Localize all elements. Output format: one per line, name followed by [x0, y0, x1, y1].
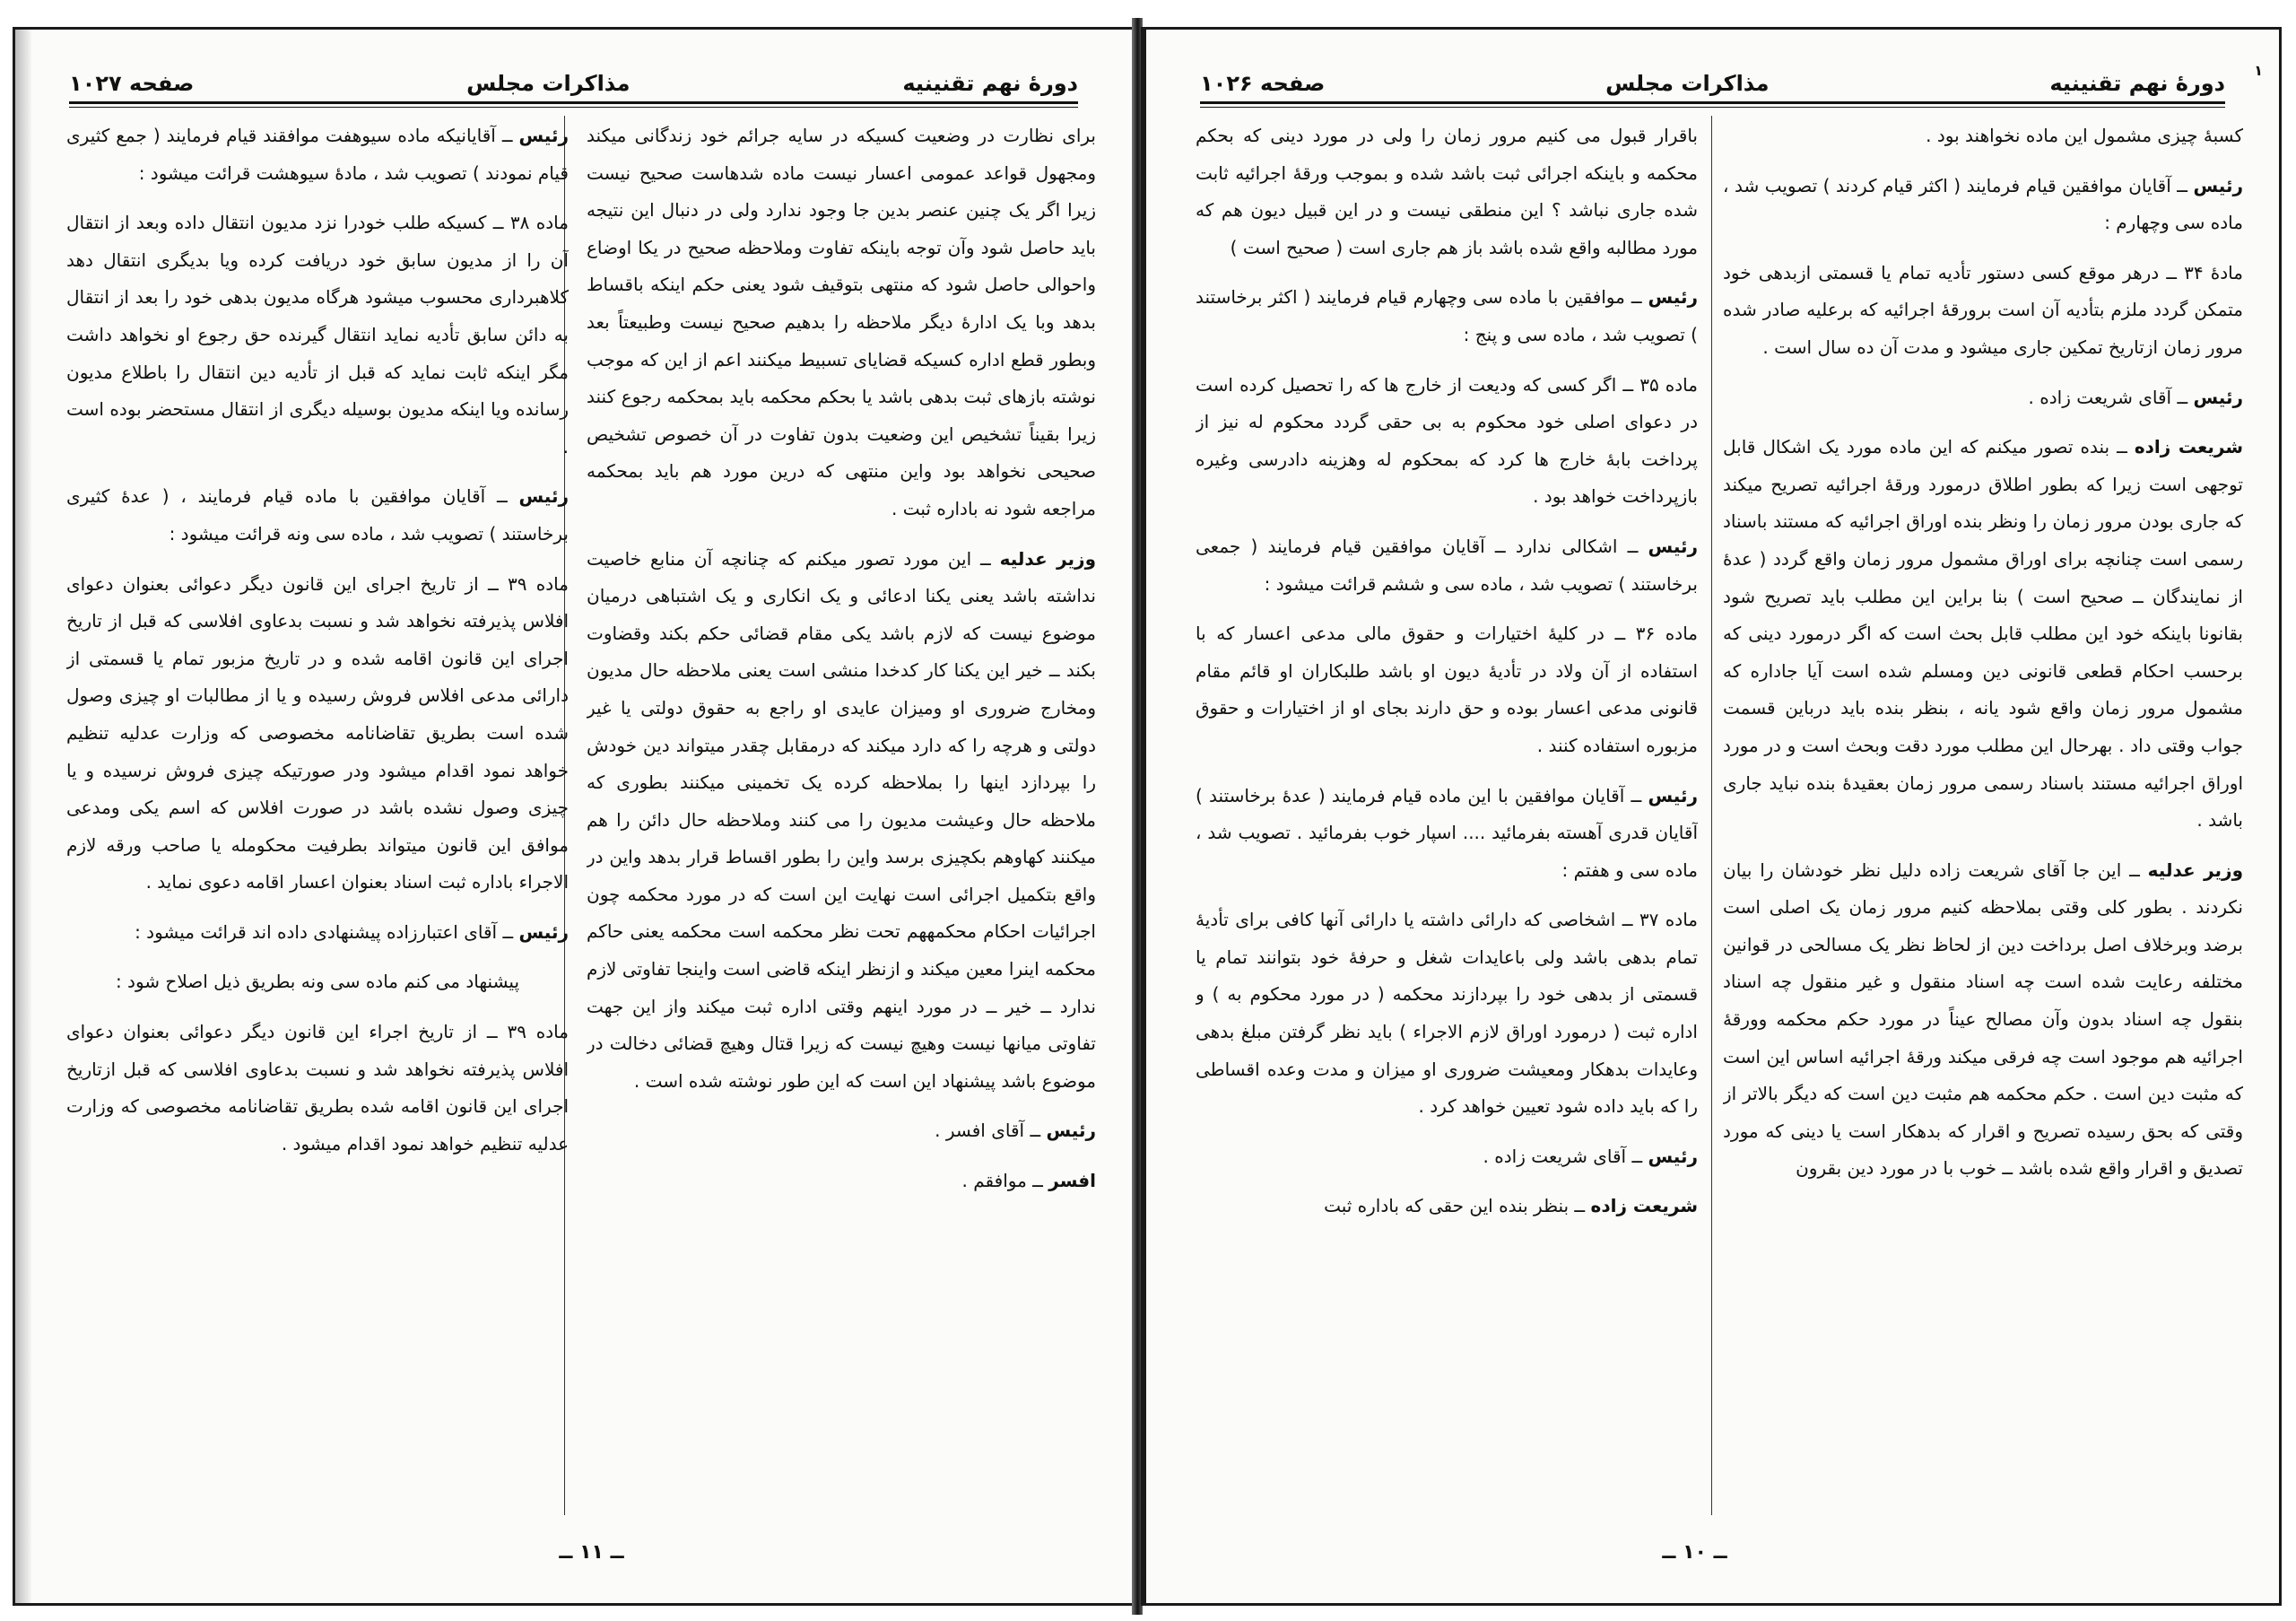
paragraph [1196, 118, 1698, 266]
speaker-name: رئیس [1648, 535, 1698, 557]
paragraph-text: موافقم . [961, 1170, 1027, 1192]
speaker-separator: ــ [495, 125, 519, 146]
paragraph-text: ماده ۳۵ ــ اگر کسی که ودیعت از خارج ها که را تحصیل کرده است در دعوای اصلی خود محکوم به بی حقی گردد محکوم له نیز از پرداخت بابهٔ خارج ها کرد که بمحکوم له وهزینه دادرسی وغیره بازپرداخت خواهد بود . [1196, 373, 1698, 508]
speaker-separator: ــ [971, 547, 1000, 570]
paragraph-text: اشکالی ندارد ــ آقایان موافقین قیام فرمایند ( جمعی برخاستند ) تصویب شد ، ماده سی و ششم قرائت میشود : [1196, 535, 1698, 595]
speaker-name: رئیس [2193, 174, 2243, 196]
speaker-separator: ــ [1024, 1120, 1047, 1142]
paragraph [587, 1112, 1096, 1150]
speaker-separator: ــ [1626, 1145, 1648, 1167]
speaker-separator: ــ [2170, 174, 2194, 196]
paragraph [1723, 118, 2243, 155]
paragraph [587, 1163, 1096, 1200]
paragraph [1723, 255, 2243, 367]
speaker-name: رئیس [1648, 286, 1698, 309]
text-column-left [66, 118, 569, 1508]
paragraph [587, 541, 1096, 1101]
speaker-name: رئیس [518, 485, 569, 508]
corner-mark: ۱ [2254, 62, 2263, 79]
speaker-name: افسر [1048, 1170, 1096, 1192]
proceedings-title: مذاکرات مجلس [1605, 71, 1770, 96]
paragraph [1196, 615, 1698, 764]
text-column-right [1723, 118, 2243, 1508]
text-column-right [587, 118, 1096, 1508]
proceedings-title: مذاکرات مجلس [466, 71, 631, 96]
paragraph-text: ماده ۳۶ ــ در کلیهٔ اختیارات و حقوق مالی مدعی اعسار که با استفاده از آن ولاد در تأدیهٔ دیون او باشد طلبکاران او قائم مقام قانونی مدعی اعسار بوده و حق دارند بجای او از اختیارات و حقوق مزبوره استفاده کنند . [1196, 623, 1698, 756]
speaker-separator: ــ [2109, 436, 2135, 458]
speaker-separator: ــ [2171, 386, 2194, 408]
speaker-name: شریعت زاده [2134, 436, 2243, 458]
paragraph [1723, 429, 2243, 840]
paragraph-text: برای نظارت در وضعیت کسیکه در سایه جرائم خود زندگانی میکند ومجهول قواعد عمومی اعسار نیست ماده شدهاست صحیح نیست زیرا اگر یک چنین عنصر بدین جا وجود ندارد ولی در دنبال این نتیجه باید حاصل شود وآن توجه باینکه تفاوت وملاحظه صحیح در یکا اوضاع واحوالی حاصل شود که منتهی بتوقیف شود یعنی حکم اینکه باقساط بدهد وبا یک ادارهٔ دیگر ملاحظه را بدهیم صحیح نیست وطبیعتاً بعد وبطور قطع اداره کسیکه قضایای تسبیط میکنند اعم از این که موجب نوشته بازهای ثبت بدهی باشد یا بحکم محکمه باید بمحکمه رجوع کنند زیرا بقیناً تشخیص این وضعیت بدون تفاوت در آن خصوص تشخیص صحیحی نخواهد بود واین منتهی که درین مورد هم باید بمحکمه مراجعه شود نه باداره ثبت . [587, 125, 1096, 519]
paragraph-text: آقایان موافقین با ماده قیام فرمایند ، ( عدهٔ کثیری برخاستند ) تصویب شد ، ماده سی ونه قرائت میشود : [66, 485, 569, 545]
paragraph-text: پیشنهاد می کنم ماده سی ونه بطریق ذیل اصلاح شود : [115, 971, 520, 993]
header-rule-thin [1200, 107, 2225, 108]
speaker-name: رئیس [2193, 386, 2243, 408]
paragraph [1196, 1188, 1698, 1225]
speaker-name: وزیر عدلیه [2147, 858, 2243, 881]
paragraph [1723, 852, 2243, 1188]
paragraph-text: این جا آقای شریعت زاده دلیل نظر خودشان را بیان نکردند . بطور کلی وقتی بملاحظه کنیم مرور زمان یک اصلی است برضد وبرخلاف اصل برداخت دین از لحاظ نظر یک مسالحی در قوانین مختلفه رعایت شده است چه اسناد منقول و غیر منقول چه اسناد بنقول چه اسناد بدون وآن مصالح عیناً در مورد حکم محکمه وورقهٔ اجرائیه هم موجود است چه فرقی میکند ورقهٔ اجرائیه اساس این است که مثبت دین است . حکم محکمه هم مثبت دین است که دیگر بالاتر از وقتی که بحق رسیده تصریح و اقرار که بدهکار است یا دینی که مورد تصدیق و اقرار واقع شده باشد ــ خوب با در مورد دین بقرون [1723, 858, 2243, 1180]
page-footer-number: ــ ۱۱ ــ [559, 1541, 624, 1564]
paragraph [1196, 1138, 1698, 1176]
paragraph-text: بنظر بنده این حقی که باداره ثبت [1324, 1195, 1570, 1217]
paragraph-text: آقای اعتبارزاده پیشنهادی داده اند قرائت میشود : [135, 920, 498, 943]
left-page [13, 27, 1134, 1606]
paragraph-text: ماده ۳۷ ــ اشخاصی که دارائی داشته یا دارائی آنها کافی برای تأدیهٔ تمام بدهی باشد ولی باعایدات شغل و حرفهٔ خود بتوانند تمام یا قسمتی از بدهی خود را بپردازند محکمه ( در مورد محکوم به ) و اداره ثبت ( درمورد اوراق لازم الاجراء ) باید نظر گرفتن مبلغ بدهی وعایدات بدهکار ومعیشت ضروری او میزان و مدت وعده اقساطی را که باید داده شود تعیین خواهد کرد . [1196, 909, 1698, 1118]
paragraph [1196, 778, 1698, 890]
paragraph [66, 205, 569, 466]
session-title: دورهٔ نهم تقنینیه [902, 71, 1078, 96]
paragraph-text: ماده ۳۸ ــ کسیکه طلب خودرا نزد مدیون انتقال داده وبعد از انتقال آن را از مدیون سابق خود دریافت کرده ویا بدیگری انتقال دهد کلاهبرداری محسوب میشود هرگاه مدیون بدهی خود را بعد از انتقال به دائن سابق تأدیه نماید انتقال گیرنده حق رجوع او نخواهد داشت مگر اینکه ثابت نماید که قبل از تأدیه دین انتقال را باطلاع مدیون رسانده ویا اینکه مدیون بوسیله دیگری از انتقال مستحضر بوده است . [66, 212, 569, 458]
speaker-separator: ــ [485, 485, 519, 508]
paragraph-text: مادهٔ ۳۴ ــ درهر موقع کسی دستور تأدیه تمام یا قسمتی ازبدهی خود متمکن گردد ملزم بتأدیه آن است برورقهٔ اجرائیه که برعلیه صادر شده مرور زمان ازتاریخ تمکین جاری میشود و مدت آن ده سال است . [1723, 261, 2243, 358]
speaker-name: شریعت زاده [1590, 1195, 1698, 1217]
paragraph [66, 1014, 569, 1163]
paragraph-text: ماده ۳۹ ــ از تاریخ اجراء این قانون دیگر دعوائی بعنوان دعوای افلاس پذیرفته نخواهد شد و نسبت بدعاوی افلاسی که قبل ازتاریخ اجرای این قانون اقامه شده بطریق تقاضانامه مخصوصی که وزارت عدلیه تنظیم خواهد نمود اقدام میشود . [66, 1021, 569, 1155]
paragraph-text: کسبهٔ چیزی مشمول این ماده نخواهند بود . [1926, 125, 2243, 146]
header-rule-thin [69, 107, 1078, 108]
paragraph-text: آقای شریعت زاده . [2028, 386, 2172, 408]
paragraph-text: آقای افسر . [935, 1120, 1025, 1142]
paragraph-text: بنده تصور میکنم که این ماده مورد یک اشکال قابل توجهی است زیرا که بطور اطلاق درمورد ورقهٔ اجرائیه تصریح میکند که جاری بودن مرور زمان را ونظر بنده اوراق اجرائیه که مستند باسناد رسمی است چنانچه برای اوراق مشمول مرور زمان واقع گردد ( عدهٔ از نمایندگان ــ صحیح است ) بنا براین این مطلب باید تصریح شود بقانونا باینکه خود این مطلب قابل بحث است که اگر درمورد دینی که برحسب احکام قطعی قانونی دین ومسلم شده است آیا جاداره که مشمول مرور زمان واقع شود یانه ، بنظر بنده باید درباین قسمت جواب وقتی داد . بهرحال این مطلب مورد دقت وبحث است و در مورد اوراق اجرائیه مستند باسناد رسمی مرور زمان بعقیدهٔ بنده نباید جاری باشد . [1723, 436, 2243, 832]
speaker-name: رئیس [1046, 1120, 1096, 1142]
paragraph [1196, 902, 1698, 1126]
paragraph-text: موافقین با ماده سی وچهارم قیام فرمایند ( اکثر برخاستند ) تصویب شد ، ماده سی و پنج : [1196, 286, 1698, 345]
paragraph [66, 478, 569, 553]
speaker-separator: ــ [1624, 784, 1648, 806]
paragraph [66, 566, 569, 902]
speaker-name: رئیس [1648, 1145, 1698, 1167]
paragraph-text: آقای شریعت زاده . [1483, 1145, 1627, 1167]
speaker-separator: ــ [1026, 1170, 1049, 1192]
right-page [1141, 27, 2282, 1606]
paragraph [1723, 168, 2243, 242]
paragraph [66, 963, 569, 1001]
paragraph-text: آقایان موافقین قیام فرمایند ( اکثر قیام کردند ) تصویب شد ، ماده سی وچهارم : [1723, 174, 2243, 234]
speaker-name: وزیر عدلیه [999, 547, 1096, 570]
right-page-header [1200, 60, 2225, 96]
paragraph-text: آقایانیکه ماده سیوهفت موافقند قیام فرمایند ( جمع کثیری قیام نمودند ) تصویب شد ، مادهٔ سیوهشت قرائت میشود : [66, 125, 569, 184]
speaker-name: رئیس [1648, 784, 1698, 806]
text-column-left [1196, 118, 1698, 1508]
paragraph [1196, 528, 1698, 603]
speaker-separator: ــ [1569, 1195, 1591, 1217]
page-number: صفحه ۱۰۲۷ [69, 71, 195, 96]
header-rule [69, 101, 1078, 104]
page-number: صفحه ۱۰۲۶ [1200, 71, 1326, 96]
paragraph [1196, 367, 1698, 516]
speaker-name: رئیس [518, 920, 569, 943]
speaker-separator: ــ [1617, 535, 1648, 557]
header-rule [1200, 101, 2225, 104]
paragraph-text: این مورد تصور میکنم که چنانچه آن منابع خاصیت نداشته باشد یعنی یکنا ادعائی و یک انکاری و یک اشتباهی درمیان موضوع نیست که لازم باشد یکی مقام قضائی حکم بکند وقضاوت بکند ــ خیر این یکنا کار کدخدا منشی است یعنی ملاحظه حال مدیون ومخارج ضروری او ومیزان عایدی او راجع به حقوق دولتی یا غیر دولتی و هرچه را که دارد میکند که درمقابل چقدر میتواند دین خودش را بپردازد اینها را بملاحظه کرده یک تخمینی میکنند بطوری که ملاحظه حال وعیشت مدیون را می کنند وملاحظه حال دائن را هم میکنند کهاوهم بکچیزی برسد واین را بطور اقساط قرار بدهد واین در واقع بتکمیل اجرائی است نهایت این است که در مورد محکمه چون اجرائیات احکام محکمههم تحت نظر محکمه است محکمه یعنی حاکم محکمه اینرا معین میکند و ازنظر اینکه قاضی است واینجا تفاوتی لازم ندارد ــ خیر ــ در مورد اینهم وقتی اداره ثبت میکند واز این جهت تفاوتی میانها نیست وهیچ نیست که زیرا قتال وهیچ قضائی دخالت در موضوع باشد پیشنهاد این است که این طور نوشته شده است . [587, 547, 1096, 1092]
paragraph [1723, 379, 2243, 417]
paragraph [66, 914, 569, 952]
left-page-header [69, 60, 1078, 96]
speaker-separator: ــ [497, 920, 519, 943]
paragraph-text: آقایان موافقین با این ماده قیام فرمایند ( عدهٔ برخاستند ) آقایان قدری آهسته بفرمائید .... اسپار خوب بفرمائید . تصویب شد ، ماده سی و هفتم : [1196, 784, 1698, 881]
paragraph [587, 118, 1096, 528]
page-edge-shadow [15, 30, 31, 1603]
paragraph [1196, 279, 1698, 353]
page-footer-number: ــ ۱۰ ــ [1662, 1541, 1727, 1564]
paragraph-text: ماده ۳۹ ــ از تاریخ اجرای این قانون دیگر دعوائی بعنوان دعوای افلاس پذیرفته نخواهد شد و نسبت بدعاوی افلاسی که قبل از تاریخ اجرای این قانون اقامه شده و در تاریخ مزبور تمام یا قسمتی از دارائی مدعی افلاس فروش رسیده و یا از مطالبات او چیزی وصول شده است بطریق تقاضانامه مخصوصی که وزارت عدلیه تنظیم خواهد نمود اقدام میشود ودر صورتیکه چیزی فروش نرسیده و یا چیزی وصول نشده باشد در صورت افلاس که اسم یکی ومدعی موافق این قانون میتواند بطرفیت محکومله یا صاحب ورقه لازم الاجراء باداره ثبت اسناد بعنوان اعسار اقامه دعوی نماید . [66, 572, 569, 893]
paragraph [66, 118, 569, 192]
speaker-name: رئیس [518, 125, 569, 146]
speaker-separator: ــ [1624, 286, 1648, 309]
column-divider [1711, 116, 1712, 1515]
speaker-separator: ــ [2121, 858, 2148, 881]
session-title: دورهٔ نهم تقنینیه [2049, 71, 2225, 96]
paragraph-text: باقرار قبول می کنیم مرور زمان را ولی در مورد دینی که بحکم محکمه و باینکه اجرائی ثبت باشد شده و بموجب ورقهٔ اجرائیه ثابت شده جاری نباشد ؟ این منطقی نیست و در این قبیل دیون هم که مورد مطالبه واقع شده باشد باز هم جاری است ( صحیح است ) [1196, 125, 1698, 258]
